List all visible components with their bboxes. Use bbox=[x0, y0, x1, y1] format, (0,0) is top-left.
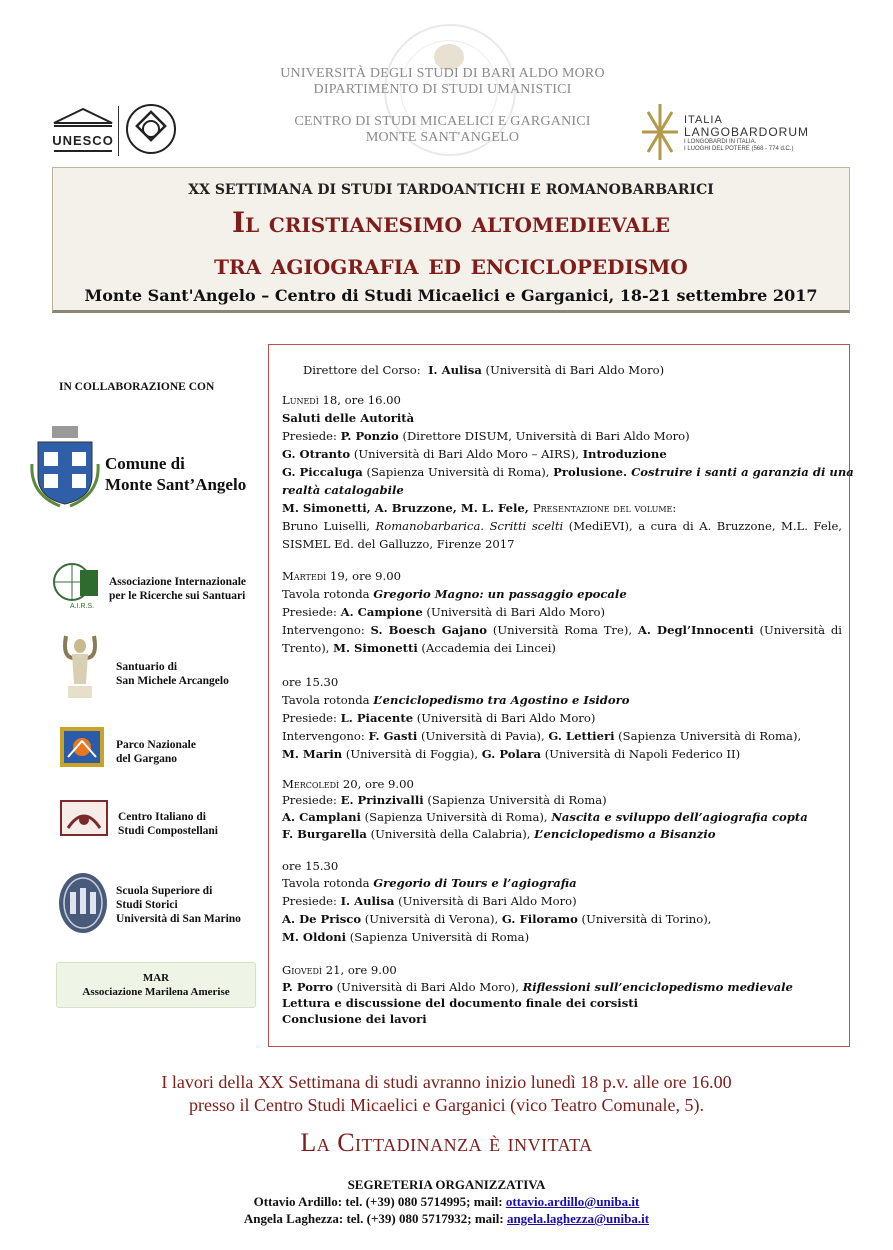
san-marino-school-seal-icon bbox=[58, 872, 108, 939]
airs-logo bbox=[52, 556, 102, 615]
program-box: Direttore del Corso: I. Aulisa (Università di Bari Aldo Moro) Lunedì 18, ore 16.00 Saluti delle Autorità Presiede: P. Ponzio (Direttore DISUM, Università di Bari Aldo Moro) G. Otranto (Università di Bari Aldo Moro – AIRS), Introduzione G. Piccaluga (Sapienza Università di Roma), Prolusione. Costruire i santi a garanzia di una realtà catalogabile M. Simonetti, A. Bruzzone, M. L. Fele, Presentazione del volume: Bruno Luiselli, Romanobarbarica. Scritti scelti (MediEVI), a cura di A. Bruzzone, M.L. Fele, SISMEL Ed. del Galluzzo, Firenze 2017 Martedì 19, ore 9.00 Tavola rotonda Gregorio Magno: un passaggio epocale Presiede: A. Campione (Università di Bari Aldo Moro) Intervengono: S. Boesch Gajano (Università Roma Tre), A. Degl’Innocenti (Università di Trento), M. Simonetti (Accademia dei Lincei) ore 15.30 Tavola rotonda L’enciclopedismo tra Agostino e Isidoro Presiede: L. Piacente (Università di Bari Aldo Moro) Intervengono: F. Gasti (Università di Pavia), G. Lettieri (Sapienza Università di Roma), M. Marin (Università di Foggia), G. Polara (Università di Napoli Federico II) Mercoledì 20, ore 9.00 Presiede: E. Prinzivalli (Sapienza Università di Roma) A. Camplani (Sapienza Università di Roma), Nascita e sviluppo dell’agiografia copta F. Burgarella (Università della Calabria), L’enciclopedismo a Bisanzio ore 15.30 Tavola rotonda Gregorio di Tours e l’agiografia Presiede: I. Aulisa (Università di Bari Aldo Moro) A. De Prisco (Università di Verona), G. Filoramo (Università di Torino), M. Oldoni (Sapienza Università di Roma) Giovedì 21, ore 9.00 P. Porro (Università di Bari Aldo Moro), Riflessioni sull’enciclopedismo medievale Lettura e discussione del documento finale dei corsisti Conclusione dei lavori bbox=[268, 344, 850, 1047]
compostellani-logo bbox=[60, 800, 108, 841]
email-link-laghezza[interactable]: angela.laghezza@uniba.it bbox=[506, 1211, 650, 1226]
title-box bbox=[52, 167, 850, 313]
event-kicker: XX SETTIMANA DI STUDI TARDOANTICHI E ROMANOBARBARICI bbox=[188, 182, 714, 198]
unesco-logo-text: UNESCO bbox=[52, 133, 114, 148]
title-line-2: tra agiografia ed enciclopedismo bbox=[214, 248, 688, 281]
secretariat-heading: SEGRETERIA ORGANIZZATIVA bbox=[347, 1177, 546, 1192]
venue-date: Monte Sant'Angelo – Centro di Studi Micaelici e Garganici, 18-21 settembre 2017 bbox=[84, 286, 818, 305]
department-name: DIPARTIMENTO DI STUDI UMANISTICI bbox=[313, 82, 572, 97]
partner-parco: Parco Nazionale del Gargano bbox=[116, 739, 196, 765]
partner-mar: MAR Associazione Marilena Amerise bbox=[56, 962, 256, 1008]
day-wednesday: Mercoledì 20, ore 9.00 bbox=[282, 777, 414, 791]
partner-airs: Associazione Internazionale per le Ricerche sui Santuari bbox=[109, 576, 247, 602]
centre-location: MONTE SANT'ANGELO bbox=[365, 130, 520, 145]
day-thursday: Giovedì 21, ore 9.00 bbox=[282, 963, 397, 977]
collaboration-heading: IN COLLABORAZIONE CON bbox=[59, 381, 215, 393]
partner-san-marino: Scuola Superiore di Studi Storici Università di San Marino bbox=[116, 885, 241, 925]
divider bbox=[118, 106, 119, 156]
invitation: La Cittadinanza è invitata bbox=[300, 1128, 593, 1157]
email-link-ardillo[interactable]: ottavio.ardillo@uniba.it bbox=[505, 1194, 640, 1209]
day-monday: Lunedì 18, ore 16.00 bbox=[282, 393, 401, 407]
partner-santuario: Santuario di San Michele Arcangelo bbox=[116, 661, 229, 687]
contact-ardillo: Ottavio Ardillo: tel. (+39) 080 5714995; mail: ottavio.ardillo@uniba.it bbox=[253, 1194, 640, 1209]
university-name: UNIVERSITÀ DEGLI STUDI DI BARI ALDO MORO bbox=[280, 66, 605, 81]
title-line-1: Il cristianesimo altomedievale bbox=[231, 206, 670, 239]
svg-text:A.I.R.S.: A.I.R.S. bbox=[70, 603, 95, 610]
partner-comune: Comune di Monte Sant’Angelo bbox=[105, 454, 247, 494]
unesco-logo bbox=[52, 107, 114, 155]
gargano-park-logo bbox=[60, 727, 104, 772]
archangel-statue-icon bbox=[60, 628, 100, 705]
course-director: Direttore del Corso: I. Aulisa (Università di Bari Aldo Moro) bbox=[303, 363, 665, 377]
world-heritage-icon bbox=[126, 104, 176, 154]
day-tuesday: Martedì 19, ore 9.00 bbox=[282, 569, 401, 583]
contact-laghezza: Angela Laghezza: tel. (+39) 080 5717932; mail: angela.laghezza@uniba.it bbox=[243, 1211, 650, 1226]
notice-line-1: I lavori della XX Settimana di studi avranno inizio lunedì 18 p.v. alle ore 16.00 bbox=[161, 1072, 732, 1092]
partner-compostellani: Centro Italiano di Studi Compostellani bbox=[118, 811, 219, 837]
centre-name: CENTRO DI STUDI MICAELICI E GARGANICI bbox=[294, 114, 591, 129]
notice-line-2: presso il Centro Studi Micaelici e Garganici (vico Teatro Comunale, 5). bbox=[189, 1095, 704, 1115]
comune-coat-of-arms-icon bbox=[30, 424, 100, 513]
langobardorum-logo: ITALIA LANGOBARDORUM I LONGOBARDI IN ITALIA. I LUOGHI DEL POTERE (568 - 774 d.C.) bbox=[640, 100, 840, 166]
